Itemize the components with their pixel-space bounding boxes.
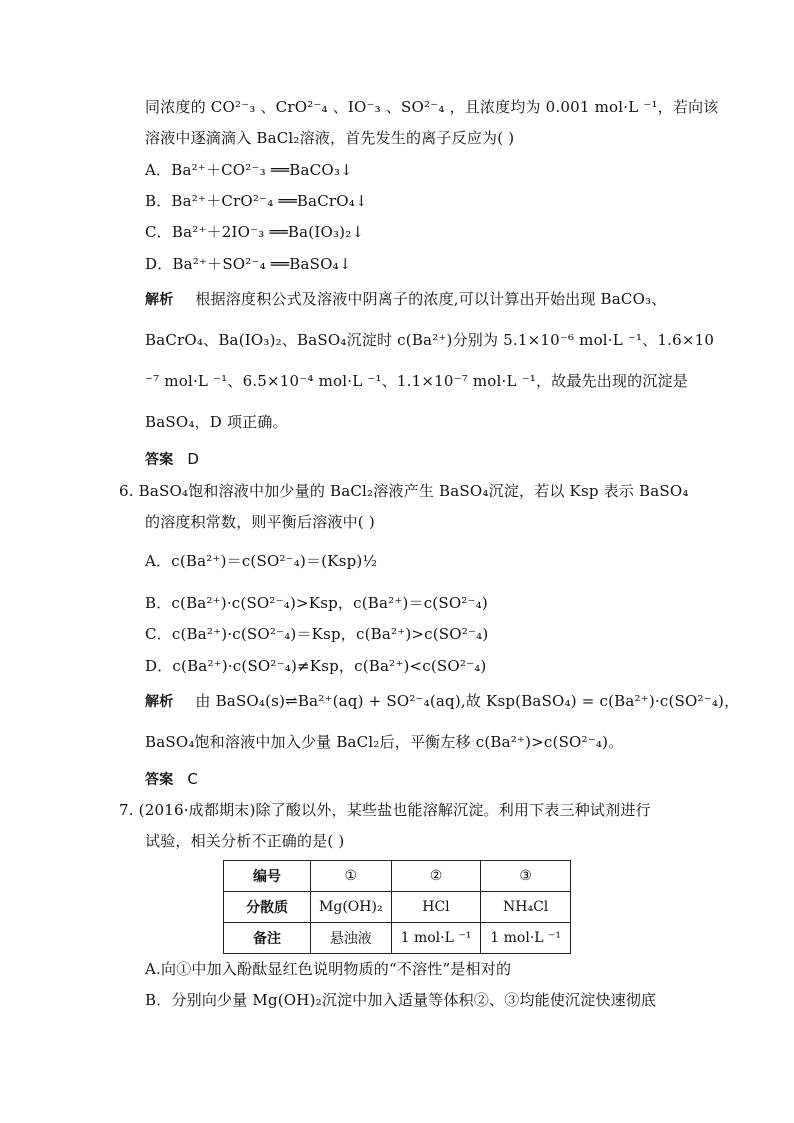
- q5-answer-label: 答案: [145, 452, 174, 468]
- q6-option-a: A．c(Ba²⁺)＝c(SO²⁻₄)＝(Ksp)½: [145, 552, 378, 570]
- reagent-table: [223, 860, 571, 954]
- table-header-cell: 编号: [224, 861, 311, 892]
- q6-option-c: C．c(Ba²⁺)·c(SO²⁻₄)＝Ksp，c(Ba²⁺)>c(SO²⁻₄): [145, 625, 489, 643]
- q5-answer-line: [145, 449, 199, 470]
- table-cell: ②: [391, 861, 481, 892]
- q7-stem-line-1: 7. (2016·成都期末)除了酸以外，某些盐也能溶解沉淀。利用下表三种试剂进行: [119, 801, 651, 819]
- table-cell: 悬浊液: [311, 923, 392, 954]
- q6-stem-line-2: 的溶度积常数，则平衡后溶液中( ): [145, 513, 375, 531]
- q5-stem-line-2: 溶液中逐滴滴入 BaCl₂溶液，首先发生的离子反应为( ): [145, 129, 515, 147]
- q6-analysis-label: 解析: [145, 694, 174, 710]
- q6-option-d: D．c(Ba²⁺)·c(SO²⁻₄)≠Ksp，c(Ba²⁺)<c(SO²⁻₄): [145, 657, 487, 675]
- q6-analysis-text-1: 由 BaSO₄(s)⇌Ba²⁺(aq) + SO²⁻₄(aq),故 Ksp(BaSO₄) = c(Ba²⁺)·c(SO²⁻₄)，: [195, 692, 740, 710]
- table-header-cell: 备注: [224, 923, 311, 954]
- q5-option-d: D．Ba²⁺＋SO²⁻₄ ══BaSO₄↓: [145, 255, 352, 273]
- q5-analysis-text-1: 根据溶度积公式及溶液中阴离子的浓度,可以计算出开始出现 BaCO₃、: [195, 290, 667, 308]
- q5-option-a: A．Ba²⁺＋CO²⁻₃ ══BaCO₃↓: [145, 161, 353, 179]
- table-cell: NH₄Cl: [481, 892, 571, 923]
- q5-option-c: C．Ba²⁺＋2IO⁻₃ ══Ba(IO₃)₂↓: [145, 223, 365, 241]
- table-cell: Mg(OH)₂: [311, 892, 392, 923]
- q5-answer-value: D: [187, 450, 200, 468]
- q6-answer-value: C: [187, 770, 199, 788]
- table-row: [224, 892, 571, 923]
- q6-answer-label: 答案: [145, 772, 174, 788]
- q5-analysis-line-2: BaCrO₄、Ba(IO₃)₂、BaSO₄沉淀时 c(Ba²⁺)分别为 5.1×10⁻⁶ mol·L ⁻¹、1.6×10: [145, 331, 715, 349]
- q6-stem-line-1: 6. BaSO₄饱和溶液中加少量的 BaCl₂溶液产生 BaSO₄沉淀，若以 Ksp 表示 BaSO₄: [119, 482, 689, 500]
- q5-stem-line-1: 同浓度的 CO²⁻₃ 、CrO²⁻₄ 、IO⁻₃ 、SO²⁻₄ ，且浓度均为 0.001 mol·L ⁻¹，若向该: [145, 98, 719, 116]
- q7-option-a: A.向①中加入酚酞显红色说明物质的“不溶性”是相对的: [145, 960, 512, 978]
- table-cell: 1 mol·L ⁻¹: [391, 923, 481, 954]
- table-cell: ③: [481, 861, 571, 892]
- table-cell: HCl: [391, 892, 481, 923]
- table-cell: 1 mol·L ⁻¹: [481, 923, 571, 954]
- q5-analysis-line-1: [145, 289, 667, 310]
- q5-analysis-line-3: ⁻⁷ mol·L ⁻¹、6.5×10⁻⁴ mol·L ⁻¹、1.1×10⁻⁷ mol·L ⁻¹，故最先出现的沉淀是: [145, 372, 688, 390]
- q6-option-b: B．c(Ba²⁺)·c(SO²⁻₄)>Ksp，c(Ba²⁺)＝c(SO²⁻₄): [145, 594, 488, 612]
- q7-stem-line-2: 试验，相关分析不正确的是( ): [145, 832, 345, 850]
- q5-option-b: B．Ba²⁺＋CrO²⁻₄ ══BaCrO₄↓: [145, 192, 368, 210]
- q5-analysis-label: 解析: [145, 292, 174, 308]
- q6-analysis-line-2: BaSO₄饱和溶液中加入少量 BaCl₂后，平衡左移 c(Ba²⁺)>c(SO²⁻₄)。: [145, 733, 624, 751]
- table-cell: ①: [311, 861, 392, 892]
- table-row: [224, 923, 571, 954]
- q6-analysis-line-1: [145, 691, 739, 712]
- q5-analysis-line-4: BaSO₄，D 项正确。: [145, 413, 288, 431]
- table-row: [224, 861, 571, 892]
- q6-answer-line: [145, 769, 198, 790]
- q7-option-b: B．分别向少量 Mg(OH)₂沉淀中加入适量等体积②、③均能使沉淀快速彻底: [145, 991, 657, 1009]
- table-header-cell: 分散质: [224, 892, 311, 923]
